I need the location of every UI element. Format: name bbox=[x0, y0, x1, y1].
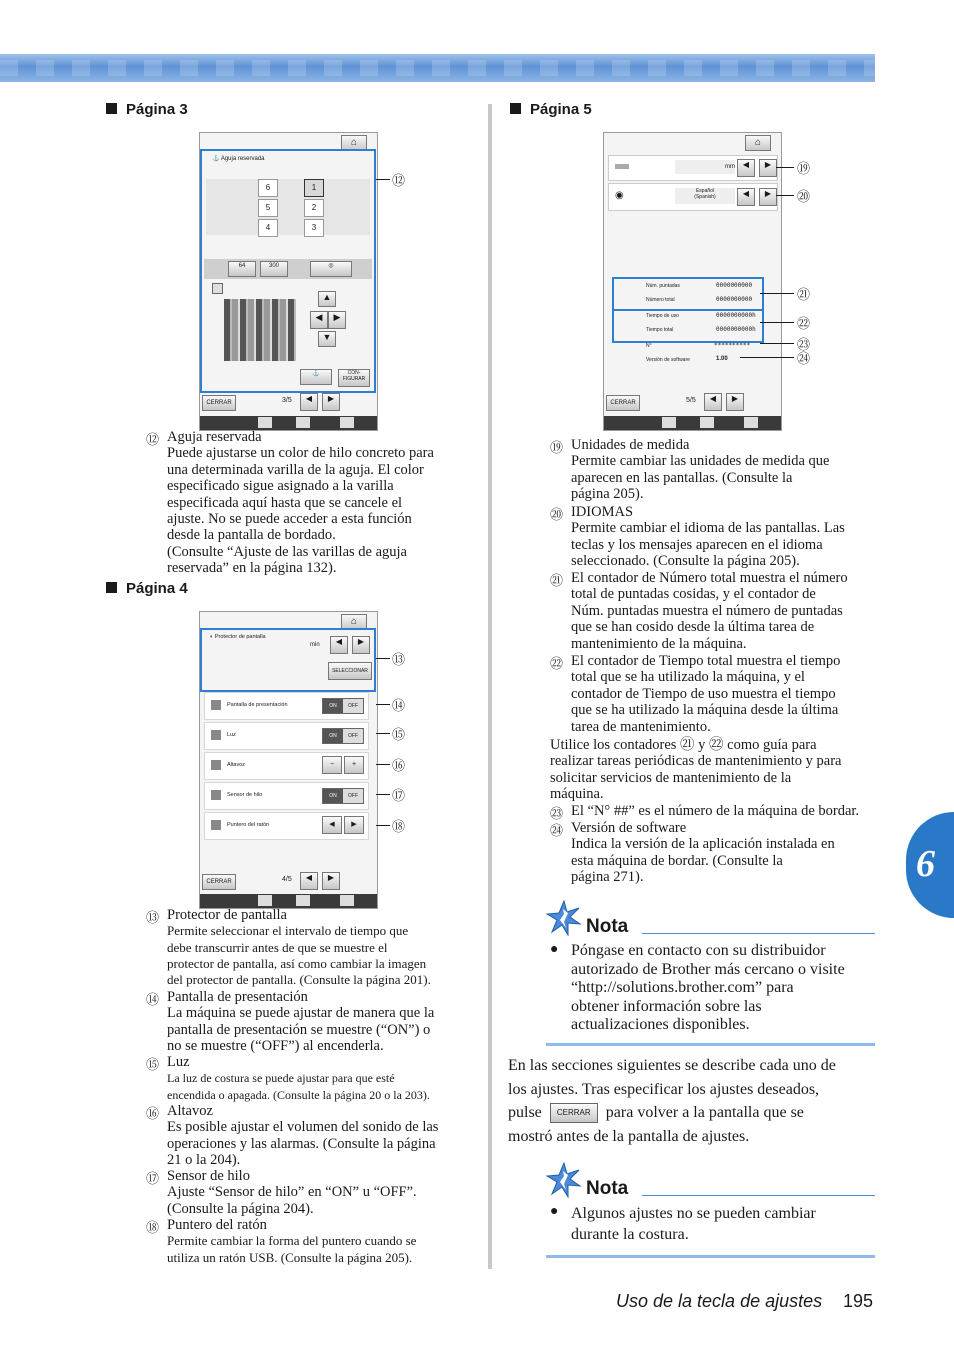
screen-bottom-bar bbox=[200, 894, 377, 908]
sensor-toggle[interactable]: ON OFF bbox=[322, 788, 364, 804]
nota-title: Nota bbox=[586, 916, 629, 937]
item20-number: ⑳ bbox=[550, 508, 564, 523]
home-icon[interactable]: ⌂ bbox=[341, 135, 367, 151]
nota1-text: Póngase en contacto con su distribuidor autorizado de Brother más cercano o visite “http://solutions.brother.com” para obtener información sobre las actualizaciones disponibles. bbox=[571, 942, 845, 1034]
item14-text: Pantalla de presentación La máquina se puede ajustar de manera que la pantalla de presentación se muestre (“ON”) o no se muestre (“OFF”) al encenderla. bbox=[167, 989, 435, 1055]
callout-16: ⑯ bbox=[392, 759, 406, 774]
item23-number: ㉓ bbox=[550, 807, 564, 822]
callout-13: ⑬ bbox=[392, 653, 406, 668]
cerrar-button[interactable]: CERRAR bbox=[606, 395, 640, 411]
settings-paragraph: En las secciones siguientes se describe cada uno de los ajustes. Tras especificar los ajustes deseados, pulse CERRAR para volver a la pantalla que se mostró antes de la pantalla de ajustes. bbox=[508, 1057, 836, 1145]
software-version-label: Versión de software bbox=[646, 357, 690, 363]
chapter-tab: 6 bbox=[906, 812, 954, 918]
section-header-pagina3: Página 3 bbox=[106, 101, 188, 118]
item15-number: ⑮ bbox=[146, 1058, 160, 1073]
item19-text: Unidades de medida Permite cambiar las unidades de medida que aparecen en las pantallas. (Consulte la página 205). bbox=[571, 437, 830, 503]
page-indicator: 4/5 bbox=[282, 876, 292, 883]
language-prev-button[interactable]: ◀ bbox=[737, 188, 755, 206]
page-indicator: 3/5 bbox=[282, 397, 292, 404]
row-protector: ◐ Protector de pantalla bbox=[210, 634, 266, 640]
prev-page-button[interactable]: ◀ bbox=[300, 393, 318, 411]
anchor-icon[interactable]: ⚓ bbox=[300, 369, 332, 385]
needle-3[interactable]: 3 bbox=[304, 219, 324, 237]
arrow-down-button[interactable]: ▼ bbox=[318, 331, 336, 347]
thread-spool-icon[interactable]: ◎ bbox=[310, 261, 352, 277]
item21-number: ㉑ bbox=[550, 574, 564, 589]
software-version-value: 1.00 bbox=[716, 356, 728, 362]
callout-17: ⑰ bbox=[392, 789, 406, 804]
bullet-icon: ● bbox=[550, 1204, 559, 1219]
language-value: Español (Spanish) bbox=[675, 188, 735, 204]
row-puntero: Puntero del ratón ◀ ▶ bbox=[204, 812, 369, 840]
nota-box-2 bbox=[546, 1162, 875, 1258]
item18-text: Puntero del ratón Permite cambiar la forma del puntero cuando se utiliza un ratón USB. (Consulte la página 205). bbox=[167, 1217, 417, 1265]
nota-rule bbox=[642, 1195, 875, 1196]
arrow-right-button[interactable]: ▶ bbox=[328, 311, 346, 329]
item24-text: Versión de software Indica la versión de la aplicación instalada en esta máquina de bordar. (Consulte la página 271). bbox=[571, 820, 835, 886]
configurar-button[interactable]: CON- FIGURAR bbox=[338, 369, 370, 387]
next-page-button[interactable]: ▶ bbox=[322, 393, 340, 411]
altavoz-controls[interactable]: − + bbox=[322, 756, 364, 774]
item22-number: ㉒ bbox=[550, 657, 564, 672]
luz-toggle[interactable]: ON OFF bbox=[322, 728, 364, 744]
counter-label-2: Tiempo de uso bbox=[646, 313, 679, 319]
machine-number-label: N° bbox=[646, 343, 652, 349]
home-icon[interactable]: ⌂ bbox=[341, 614, 367, 630]
thread-table-300-button[interactable]: 300 bbox=[260, 261, 288, 277]
prev-page-button[interactable]: ◀ bbox=[300, 872, 318, 890]
units-value: mm bbox=[675, 160, 735, 174]
callout-20: ⑳ bbox=[797, 190, 811, 205]
item18-number: ⑱ bbox=[146, 1221, 160, 1236]
note-icon bbox=[546, 1162, 582, 1198]
page-indicator: 5/5 bbox=[686, 397, 696, 404]
protector-prev-button[interactable]: ◀ bbox=[330, 636, 348, 654]
screen-pagina5 bbox=[603, 132, 782, 431]
cerrar-button[interactable]: CERRAR bbox=[202, 395, 236, 411]
nota-title: Nota bbox=[586, 1178, 629, 1199]
arrow-left-button[interactable]: ◀ bbox=[310, 311, 328, 329]
needle-6[interactable]: 6 bbox=[258, 179, 278, 197]
row-language bbox=[608, 183, 778, 211]
needle-grid bbox=[206, 179, 370, 235]
needle-4[interactable]: 4 bbox=[258, 219, 278, 237]
arrow-up-button[interactable]: ▲ bbox=[318, 291, 336, 307]
protector-next-button[interactable]: ▶ bbox=[352, 636, 370, 654]
item15-text: Luz La luz de costura se puede ajustar para que esté encendida o apagada. (Consulte la página 20 o la 203). bbox=[167, 1054, 430, 1102]
column-divider bbox=[488, 104, 492, 1269]
callout-23: ㉓ bbox=[797, 338, 811, 353]
nota-bottom-rule bbox=[546, 1255, 875, 1258]
item24-number: ㉔ bbox=[550, 824, 564, 839]
callout-14: ⑭ bbox=[392, 699, 406, 714]
callout-18: ⑱ bbox=[392, 820, 406, 835]
prev-page-button[interactable]: ◀ bbox=[704, 393, 722, 411]
nota-rule bbox=[642, 933, 875, 934]
screen-pagina3 bbox=[199, 132, 378, 431]
item12-number: ⑫ bbox=[146, 433, 160, 448]
callout-21: ㉑ bbox=[797, 288, 811, 303]
screen-title: ⚓ Aguja reservada bbox=[212, 156, 265, 162]
cerrar-inline-button[interactable]: CERRAR bbox=[550, 1103, 598, 1123]
color-palette[interactable] bbox=[224, 299, 296, 361]
next-page-button[interactable]: ▶ bbox=[322, 872, 340, 890]
language-next-button[interactable]: ▶ bbox=[759, 188, 777, 206]
screen-pagina4 bbox=[199, 611, 378, 909]
utilice-paragraph: Utilice los contadores ㉑ y ㉒ como guía para realizar tareas periódicas de mantenimiento y para solicitar servicios de mantenimiento de la máquina. bbox=[550, 737, 842, 803]
item20-text: IDIOMAS Permite cambiar el idioma de las pantallas. Las teclas y los mensajes aparecen en el idioma seleccionado. (Consulte la página 205). bbox=[571, 504, 845, 570]
callout-15: ⑮ bbox=[392, 728, 406, 743]
needle-5[interactable]: 5 bbox=[258, 199, 278, 217]
nota-bottom-rule bbox=[546, 1043, 875, 1046]
color-swatch-selected bbox=[212, 283, 223, 294]
thread-table-64-button[interactable]: 64 bbox=[228, 261, 256, 277]
counter-value-0: 0000000000 bbox=[716, 282, 753, 289]
header-band-pattern bbox=[0, 60, 875, 76]
bullet-icon: ● bbox=[550, 942, 559, 957]
needle-1[interactable]: 1 bbox=[304, 179, 324, 197]
machine-number-value: ********** bbox=[714, 342, 751, 349]
presentacion-toggle[interactable]: ON OFF bbox=[322, 698, 364, 714]
item13-text: Protector de pantalla Permite seleccionar el intervalo de tiempo que debe transcurrir antes de que se muestre el protector de pantalla, así como cambiar la imagen del protector de pantalla. (Consulte la página 201). bbox=[167, 907, 431, 988]
counter-label-0: Núm. puntadas bbox=[646, 283, 680, 289]
callout-12: ⑫ bbox=[392, 174, 406, 189]
puntero-controls[interactable]: ◀ ▶ bbox=[322, 816, 364, 834]
row-luz: Luz ON OFF bbox=[204, 722, 369, 750]
note-icon bbox=[546, 900, 582, 936]
screen-bottom-bar bbox=[200, 416, 377, 430]
needle-2[interactable]: 2 bbox=[304, 199, 324, 217]
counter-label-3: Tiempo total bbox=[646, 327, 674, 333]
row-sensor: Sensor de hilo ON OFF bbox=[204, 782, 369, 810]
min-label: min bbox=[310, 642, 320, 648]
item22-text: El contador de Tiempo total muestra el tiempo total que se ha utilizado la máquina, y el contador de Tiempo de uso muestra el tiempo que se ha utilizado la máquina desde la última tarea de mantenimiento. bbox=[571, 653, 841, 735]
callout-22: ㉒ bbox=[797, 317, 811, 332]
globe-icon: ◉ bbox=[615, 190, 624, 201]
row-presentacion: Pantalla de presentación ON OFF bbox=[204, 692, 369, 720]
item17-text: Sensor de hilo Ajuste “Sensor de hilo” en “ON” u “OFF”. (Consulte la página 204). bbox=[167, 1168, 417, 1217]
item12-text: Aguja reservada Puede ajustarse un color de hilo concreto para una determinada varilla de la aguja. El color especificado sigue asignado a la varilla especificada aquí hasta que se cancele el ajuste. No se puede acceder a esta función desde la pantalla de bordado. (Consulte “Ajuste de las varillas de aguja reservada” en la página 132). bbox=[167, 429, 434, 577]
counter-label-1: Número total bbox=[646, 297, 675, 303]
counter-value-3: 0000000000h bbox=[716, 326, 756, 333]
page-number: 195 bbox=[843, 1291, 874, 1311]
units-next-button[interactable]: ▶ bbox=[759, 159, 777, 177]
callout-19: ⑲ bbox=[797, 162, 811, 177]
ruler-icon bbox=[615, 164, 629, 169]
item19-number: ⑲ bbox=[550, 441, 564, 456]
thread-table-bar bbox=[204, 259, 372, 279]
item23-text: El “N° ##” es el número de la máquina de bordar. bbox=[571, 803, 860, 819]
counter-value-2: 0000000000h bbox=[716, 312, 756, 319]
seleccionar-button[interactable]: SELECCIONAR bbox=[328, 662, 372, 680]
row-altavoz: Altavoz − + bbox=[204, 752, 369, 780]
cerrar-button[interactable]: CERRAR bbox=[202, 874, 236, 890]
counter-value-1: 0000000000 bbox=[716, 296, 753, 303]
screen-bottom-bar bbox=[604, 416, 781, 430]
home-icon[interactable]: ⌂ bbox=[745, 135, 771, 151]
item14-number: ⑭ bbox=[146, 993, 160, 1008]
nota2-text: Algunos ajustes no se pueden cambiar durante la costura. bbox=[571, 1205, 816, 1243]
nota-box-1 bbox=[546, 900, 875, 1046]
item16-number: ⑯ bbox=[146, 1107, 160, 1122]
row-units bbox=[608, 155, 778, 181]
item21-text: El contador de Número total muestra el número total de puntadas cosidas, y el contador de Núm. puntadas muestra el número de puntadas que se han cosido desde la última tarea de mantenimiento de la máquina. bbox=[571, 570, 848, 652]
item16-text: Altavoz Es posible ajustar el volumen del sonido de las operaciones y las alarmas. (Consulte la página 21 o la 204). bbox=[167, 1103, 439, 1169]
next-page-button[interactable]: ▶ bbox=[726, 393, 744, 411]
item17-number: ⑰ bbox=[146, 1172, 160, 1187]
item13-number: ⑬ bbox=[146, 911, 160, 926]
footer-title: Uso de la tecla de ajustes bbox=[616, 1291, 823, 1311]
callout-24: ㉔ bbox=[797, 352, 811, 367]
section-header-pagina4: Página 4 bbox=[106, 580, 188, 597]
section-header-pagina5: Página 5 bbox=[510, 101, 592, 118]
units-prev-button[interactable]: ◀ bbox=[737, 159, 755, 177]
